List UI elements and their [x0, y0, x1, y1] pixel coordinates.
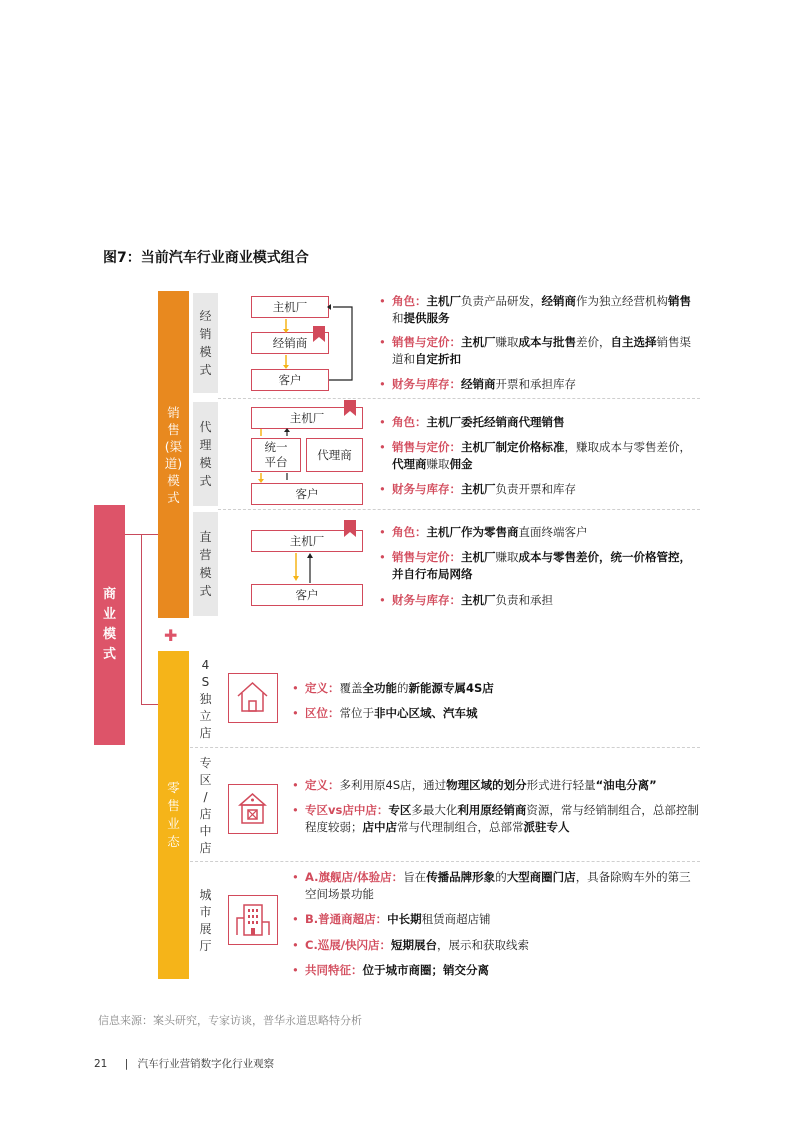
bullet-dot: • [292, 706, 299, 720]
bullet [379, 334, 697, 368]
bullet-text: 多最大化 [411, 803, 458, 817]
bullet-text: 短期展台 [391, 938, 438, 952]
distribution-flow-arrows [240, 290, 370, 400]
bullet-text: 开票和承担库存 [495, 377, 576, 391]
dealer-box: 经销商 [251, 332, 329, 354]
page-footer [94, 1056, 274, 1071]
retail-showroom-label: 城 市 展 厅 [193, 866, 218, 976]
bullet-text: 常位于 [339, 706, 374, 720]
bullet-text: 位于城市商圈；销交分离 [362, 963, 489, 977]
bullet-text: 佣金 [449, 457, 473, 471]
bullet-text: 主机厂 [461, 335, 496, 349]
bullet-dot: • [379, 525, 386, 539]
bullet-key: 销售与定价： [392, 335, 461, 349]
bullet-text: 新能源专属4S店 [408, 681, 494, 695]
bookmark-icon [344, 520, 356, 537]
store-icon [228, 784, 278, 834]
bullet-dot: • [379, 377, 386, 391]
customer-box: 客户 [251, 483, 363, 505]
bullet-text: 专区 [388, 803, 412, 817]
bullet-key: 专区vs店中店： [305, 803, 389, 817]
bullet-dot: • [379, 482, 386, 496]
bullet-text: 经销商 [461, 377, 496, 391]
retail-format-label: 零 售 业 态 [158, 651, 189, 979]
bullet-text: 作为独立经营机构 [576, 294, 668, 308]
bookmark-icon [313, 326, 325, 342]
bullet-text: 自定折扣 [415, 352, 461, 366]
platform-box: 统一 平台 [251, 438, 301, 472]
source-note: 信息来源：案头研究，专家访谈，普华永道思略特分析 [98, 1014, 362, 1027]
bullet-key: 财务与库存： [392, 593, 461, 607]
bullet [379, 481, 697, 498]
retail-zone-label: 专 区 / 店 中 店 [193, 752, 218, 860]
bullet-key: 角色： [392, 294, 427, 308]
figure-title: 图7：当前汽车行业商业模式组合 [103, 250, 309, 266]
bullet-text: 租赁商超店铺 [421, 912, 491, 926]
bullet-text: 主机厂委托经销商代理销售 [426, 415, 565, 429]
direct-flow-arrows [240, 515, 370, 615]
customer-box: 客户 [251, 369, 329, 391]
bullet [379, 376, 697, 393]
bullet-text: ，展示和获取线索 [437, 938, 530, 952]
footer-separator: | [124, 1058, 129, 1070]
bullet-text: 多利用原4S店，通过 [339, 778, 447, 792]
bullet-text: 主机厂 [461, 482, 496, 496]
bullet-text: 非中心区域、汽车城 [374, 706, 478, 720]
bullet-text: 自主选择 [610, 335, 657, 349]
bullet-dot: • [292, 963, 299, 977]
bullet [379, 549, 697, 583]
bullet-dot: • [379, 550, 386, 564]
bullet-text: 主机厂作为零售商 [426, 525, 519, 539]
bullet [379, 439, 697, 473]
bullet-dot: • [379, 440, 386, 454]
bullet [379, 524, 697, 541]
building-icon [228, 895, 278, 945]
bullet-key: 角色： [392, 525, 427, 539]
bullet-text: 负责和承担 [495, 593, 553, 607]
bullet-text: 主机厂 [461, 593, 496, 607]
bullet-text: 负责开票和库存 [495, 482, 576, 496]
bullet-text: ，赚取成本与零售差价， [564, 440, 691, 454]
bullet [292, 680, 700, 697]
bullet-text: 成本与零售差价，统一价格管控，并自行布局网络 [392, 550, 691, 581]
bullet-text: 负责产品研发， [461, 294, 542, 308]
bullet-text: 大型商圈门店 [506, 870, 576, 884]
bullet-key: 销售与定价： [392, 550, 461, 564]
bullet-key: 区位： [305, 706, 340, 720]
bullet-text: 代理商 [392, 457, 427, 471]
bullet [292, 911, 700, 928]
bullet-text: 传播品牌形象 [426, 870, 496, 884]
bullet-dot: • [292, 681, 299, 695]
bullet [379, 293, 697, 327]
bullet-text: 形式进行轻量 [526, 778, 596, 792]
bullet [292, 705, 700, 722]
agency-flow-arrows [240, 398, 370, 508]
house-icon [228, 673, 278, 723]
bullet-text: 主机厂 [461, 550, 496, 564]
oem-box: 主机厂 [251, 407, 363, 429]
plus-icon: ✚ [164, 626, 178, 645]
bullet-key: 共同特征： [305, 963, 363, 977]
bullet-text: 店中店 [362, 820, 397, 834]
bullet-text: 差价， [576, 335, 611, 349]
customer-box: 客户 [251, 584, 363, 606]
bullet-key: 财务与库存： [392, 482, 461, 496]
bullet-key: B.普通商超店： [305, 912, 388, 926]
bullet-key: 定义： [305, 778, 340, 792]
business-model-label: 商 业 模 式 [94, 505, 125, 745]
bullet-dot: • [379, 593, 386, 607]
bullet [292, 802, 700, 836]
bullet [292, 937, 700, 954]
bullet-text: 派驻专人 [523, 820, 570, 834]
page-number: 21 [94, 1058, 108, 1070]
bullet-dot: • [292, 938, 299, 952]
bullet-text: 成本与批售 [518, 335, 576, 349]
oem-box: 主机厂 [251, 296, 329, 318]
bullet-dot: • [379, 294, 386, 308]
bullet-key: A.旗舰店/体验店： [305, 870, 404, 884]
mode-direct-label: 直 营 模 式 [193, 512, 218, 616]
bullet-key: 角色： [392, 415, 427, 429]
bullet-dot: • [292, 912, 299, 926]
bullet-key: 销售与定价： [392, 440, 461, 454]
bullet [379, 592, 697, 609]
bullet-key: 定义： [305, 681, 340, 695]
bullet-text: ，具备除购车外的第三空间场景功能 [305, 870, 691, 901]
bullet-dot: • [292, 870, 299, 884]
bullet-text: 旨在 [403, 870, 427, 884]
bullet-text: 中长期 [387, 912, 422, 926]
bullet-text: 主机厂 [426, 294, 461, 308]
bullet-text: 和 [392, 311, 404, 325]
bullet [379, 414, 697, 431]
bullet-text: 直面终端客户 [518, 525, 588, 539]
bullet-text: 销售 [668, 294, 691, 308]
mode-agency-label: 代 理 模 式 [193, 402, 218, 506]
document-title: 汽车行业营销数字化行业观察 [137, 1058, 275, 1070]
bullet-text: 经销商 [541, 294, 576, 308]
bullet-key: C.巡展/快闪店： [305, 938, 392, 952]
bookmark-icon [344, 400, 356, 416]
bullet-dot: • [292, 803, 299, 817]
bullet-text: 常与代理制组合，总部常 [397, 820, 524, 834]
bullet-text: 资源，常与经销制组合，总部控制程度较弱； [305, 803, 699, 834]
mode-distribution-label: 经 销 模 式 [193, 293, 218, 393]
bullet-text: 的 [495, 870, 507, 884]
bullet-text: 赚取 [426, 457, 450, 471]
bullet-text: 主机厂制定价格标准 [461, 440, 565, 454]
retail-4s-label: 4 S 独 立 店 [193, 654, 218, 744]
bullet-text: 利用原经销商 [457, 803, 527, 817]
sales-channel-model-label: 销 售 (渠 道) 模 式 [158, 291, 189, 618]
bullet-text: “油电分离” [595, 778, 657, 792]
bullet [292, 777, 700, 794]
bullet-text: 赚取 [495, 550, 519, 564]
bullet-dot: • [379, 415, 386, 429]
bullet [292, 962, 700, 979]
bullet-text: 物理区域的划分 [446, 778, 527, 792]
bullet-text: 全功能 [362, 681, 397, 695]
bullet-dot: • [379, 335, 386, 349]
bullet-text: 赚取 [495, 335, 519, 349]
oem-box: 主机厂 [251, 530, 363, 552]
bullet [292, 869, 700, 903]
bullet-key: 财务与库存： [392, 377, 461, 391]
bullet-text: 的 [397, 681, 409, 695]
bullet-dot: • [292, 778, 299, 792]
bullet-text: 覆盖 [339, 681, 363, 695]
bullet-text: 提供服务 [403, 311, 450, 325]
bullet-text: 销售渠道和 [392, 335, 691, 366]
agent-box: 代理商 [306, 438, 363, 472]
